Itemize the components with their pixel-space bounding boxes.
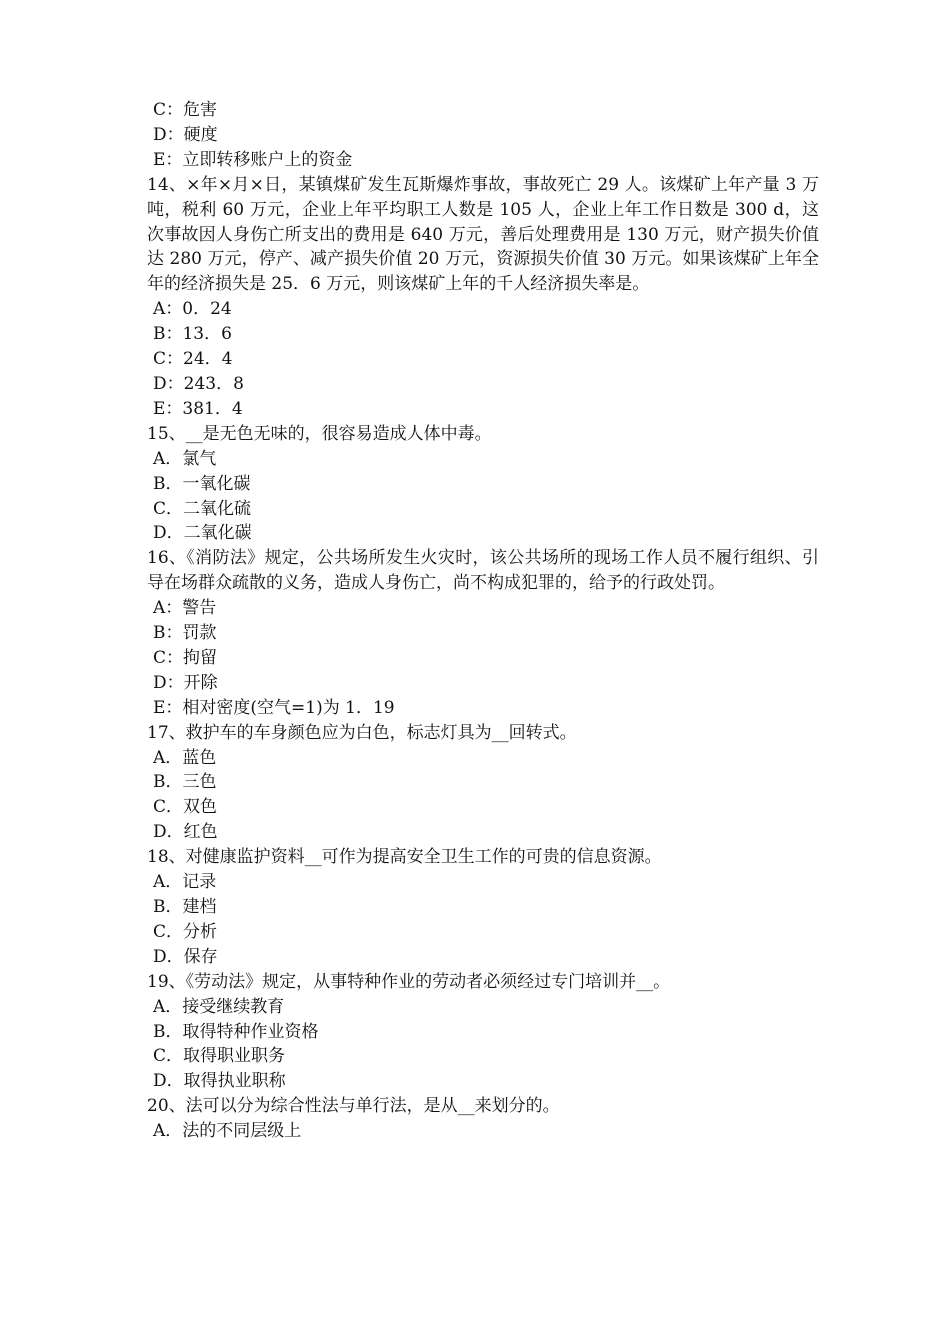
q16-option-b: B：罚款 [153, 623, 217, 644]
question-17-stem: 17、救护车的车身颜色应为白色，标志灯具为__回转式。 [147, 722, 577, 743]
q15-option-c: C．二氧化硫 [153, 498, 252, 519]
question-15-stem: 15、__是无色无味的，很容易造成人体中毒。 [147, 423, 492, 444]
option-c: C：危害 [153, 100, 218, 120]
document-page [147, 98, 819, 1144]
option-e: E：立即转移账户上的资金 [153, 149, 353, 170]
q14-option-e: E：381．4 [153, 398, 243, 419]
q15-option-a: A．氯气 [153, 448, 217, 469]
q15-option-b: B．一氧化碳 [153, 473, 251, 494]
q17-option-c: C．双色 [153, 797, 218, 818]
q19-option-d: D．取得执业职称 [153, 1071, 286, 1092]
q19-option-b: B．取得特种作业资格 [153, 1021, 319, 1042]
option-d: D：硬度 [153, 124, 218, 145]
q14-option-c: C：24．4 [153, 349, 233, 370]
q14-option-a: A：0．24 [153, 299, 232, 320]
q16-option-a: A：警告 [153, 598, 217, 619]
q18-option-d: D．保存 [153, 946, 218, 967]
q19-option-a: A．接受继续教育 [153, 996, 285, 1017]
question-20-stem: 20、法可以分为综合性法与单行法，是从__来划分的。 [147, 1096, 560, 1117]
q19-option-c: C．取得职业职务 [153, 1046, 286, 1067]
question-18-stem: 18、对健康监护资料__可作为提高安全卫生工作的可贵的信息资源。 [147, 847, 662, 868]
question-19-stem: 19、《劳动法》规定，从事特种作业的劳动者必须经过专门培训并__。 [147, 971, 671, 992]
question-16-stem: 16、《消防法》规定，公共场所发生火灾时，该公共场所的现场工作人员不履行组织、引导在场群众疏散的义务，造成人身伤亡，尚不构成犯罪的，给予的行政处罚。 [147, 548, 819, 594]
q17-option-a: A．蓝色 [153, 747, 217, 768]
q16-option-c: C：拘留 [153, 647, 218, 668]
q16-option-e: E：相对密度(空气=1)为 1．19 [153, 697, 395, 718]
q14-option-b: B：13．6 [153, 324, 232, 345]
q14-option-d: D：243．8 [153, 373, 244, 394]
q17-option-b: B．三色 [153, 772, 217, 793]
q16-option-d: D：开除 [153, 672, 218, 693]
q20-option-a: A．法的不同层级上 [153, 1121, 302, 1142]
q18-option-a: A．记录 [153, 872, 217, 893]
q15-option-d: D．二氧化碳 [153, 523, 252, 544]
q17-option-d: D．红色 [153, 822, 218, 843]
question-14-stem: 14、×年×月×日，某镇煤矿发生瓦斯爆炸事故，事故死亡 29 人。该煤矿上年产量 3 万吨，税利 60 万元，企业上年平均职工人数是 105 人，企业上年工作日数是 300 d，这次事故因人身伤亡所支出的费用是 640 万元，善后处理费用是 130 万元，财产损失价值达 280 万元，停产、减产损失价值 20 万元，资源损失价值 30 万元。如果该煤矿上年全年的经济损失是 25．6 万元，则该煤矿上年的千人经济损失率是。 [147, 174, 819, 295]
q18-option-b: B．建档 [153, 897, 217, 917]
q18-option-c: C．分析 [153, 921, 218, 942]
